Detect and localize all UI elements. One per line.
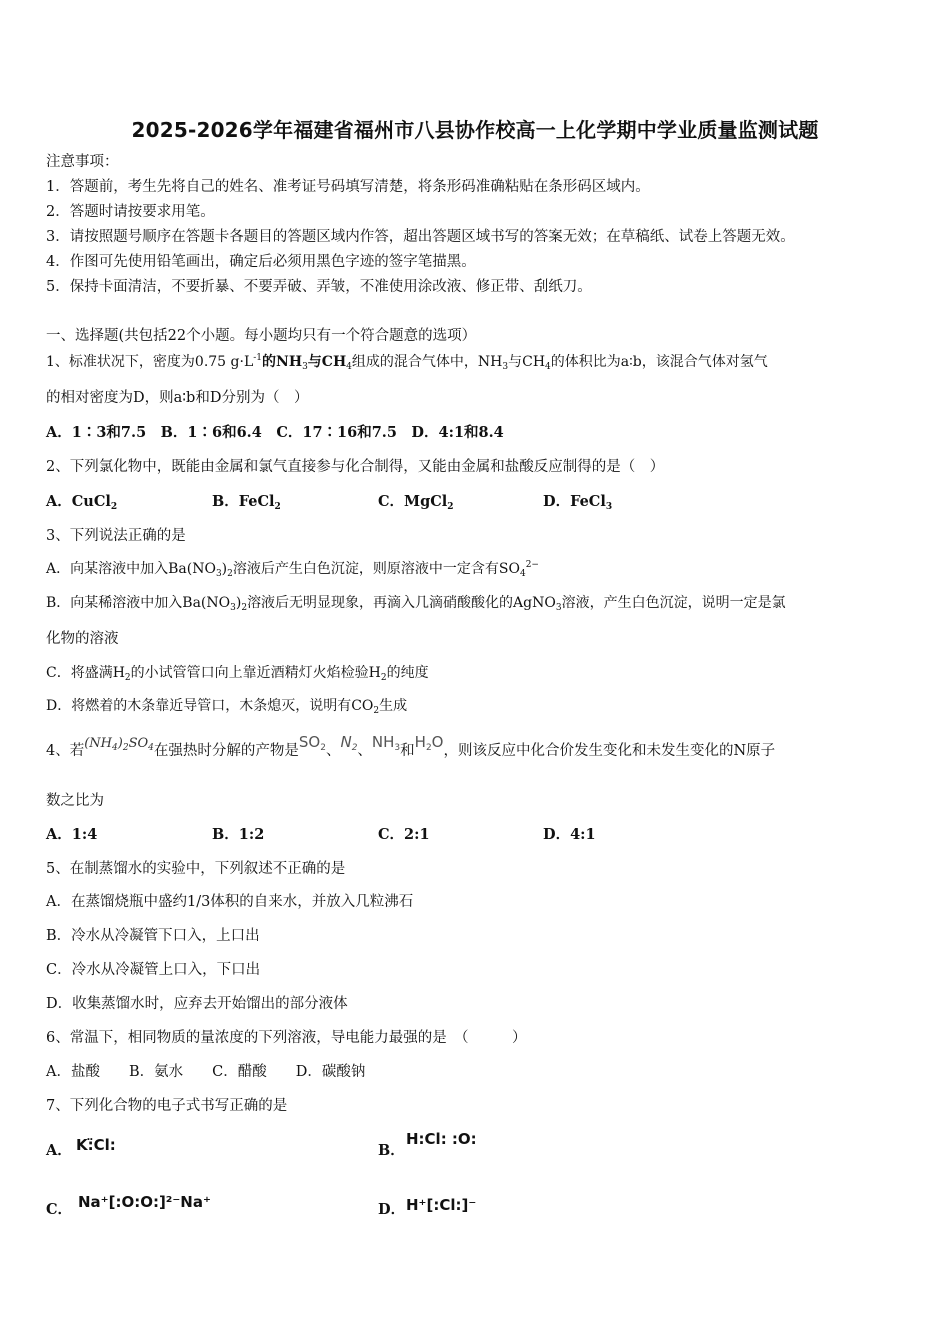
electron-formula-kcl: K:̈Cl: <box>76 1136 116 1154</box>
question-7-option-b: B． <box>378 1142 405 1159</box>
question-4-option-c: C．2:1 <box>378 826 430 843</box>
question-3-stem: 3、下列说法正确的是 <box>46 528 186 544</box>
question-1-stem-cont: 的相对密度为D，则a∶b和D分别为（ ） <box>46 390 309 406</box>
question-4-stem-cont: 数之比为 <box>46 793 104 809</box>
question-7-option-c: C． <box>46 1201 73 1218</box>
question-4-option-b: B．1:2 <box>212 826 265 843</box>
electron-formula-hcl: H⁺[:Cl:]⁻ <box>406 1196 477 1214</box>
question-2-option-a: A．CuCl$_2$ <box>46 493 118 512</box>
question-1-stem: 1、标准状况下，密度为0.75 $g\cdot L^{-1}$的$NH_3$与$CH_4$组成的混合气体中，$NH_3$与$CH_4$的体积比为a∶b，该混合气体对氢气 <box>46 353 768 372</box>
note-item: 5．保持卡面清洁，不要折暴、不要弄破、弄皱，不准使用涂改液、修正带、刮纸刀。 <box>46 279 592 295</box>
question-5-option-d: D．收集蒸馏水时，应弃去开始馏出的部分液体 <box>46 996 348 1012</box>
product-nh3: $NH_3$ <box>371 733 401 753</box>
question-4-option-d: D．4:1 <box>543 826 596 843</box>
question-3-option-b-cont: 化物的溶液 <box>46 631 119 647</box>
product-so2: $SO_2$ <box>298 733 326 753</box>
question-7-option-d: D． <box>378 1201 406 1218</box>
question-5-stem: 5、在制蒸馏水的实验中，下列叙述不正确的是 <box>46 861 346 877</box>
question-5-option-b: B．冷水从冷凝管下口入，上口出 <box>46 928 260 944</box>
product-n2: $N_2$ <box>340 733 358 753</box>
question-7-stem: 7、下列化合物的电子式书写正确的是 <box>46 1098 288 1114</box>
ammonium-sulfate-formula: $(NH_4)_2SO_4$ <box>84 736 154 753</box>
product-h2o: $H_2O$ <box>414 733 444 753</box>
electron-formula-na2o2: Na⁺[:O:O:]²⁻Na⁺ <box>78 1193 211 1211</box>
page-title: 2025-2026学年福建省福州市八县协作校高一上化学期中学业质量监测试题 <box>131 118 819 142</box>
question-3-option-b: B．向某稀溶液中加入$Ba(NO_3)_2$溶液后无明显现象，再滴入几滴硝酸酸化的AgNO$_3$溶液，产生白色沉淀，说明一定是氯 <box>46 595 786 613</box>
section-heading: 一、选择题(共包括22个小题。每小题均只有一个符合题意的选项） <box>46 328 477 344</box>
question-6-options: A．盐酸 B．氨水 C．醋酸 D．碳酸钠 <box>46 1064 366 1080</box>
note-item: 1．答题前，考生先将自己的姓名、准考证号码填写清楚，将条形码准确粘贴在条形码区域内。 <box>46 179 650 195</box>
question-2-stem: 2、下列氯化物中，既能由金属和氯气直接参与化合制得，又能由金属和盐酸反应制得的是（ ） <box>46 459 665 475</box>
question-4-stem: 4、若$(NH_4)_2SO_4$在强热时分解的产物是$SO_2$、$N_2$、$NH_3$和$H_2O$，则该反应中化合价发生变化和未发生变化的N原子 <box>46 733 776 759</box>
question-3-option-a: A．向某溶液中加入$Ba(NO_3)_2$溶液后产生白色沉淀，则原溶液中一定含有$SO_4^{2-}$ <box>46 560 539 579</box>
question-2-option-b: B．FeCl$_2$ <box>212 493 281 512</box>
question-5-option-a: A．在蒸馏烧瓶中盛约1/3体积的自来水，并放入几粒沸石 <box>46 894 414 910</box>
note-item: 4．作图可先使用铅笔画出，确定后必须用黑色字迹的签字笔描黑。 <box>46 254 476 270</box>
note-item: 3．请按照题号顺序在答题卡各题目的答题区域内作答，超出答题区域书写的答案无效；在草稿纸、试卷上答题无效。 <box>46 229 795 245</box>
question-1-options: A．1∶3和7.5 B．1∶6和6.4 C．17∶16和7.5 D．4:1和8.4 <box>46 424 504 441</box>
question-2-option-c: C．MgCl$_2$ <box>378 493 454 512</box>
question-5-option-c: C．冷水从冷凝管上口入，下口出 <box>46 962 261 978</box>
question-7-option-a: A． <box>46 1142 72 1159</box>
note-item: 2．答题时请按要求用笔。 <box>46 204 215 220</box>
electron-formula-hclo: H:Cl: :O: <box>406 1130 477 1148</box>
notes-heading: 注意事项： <box>46 154 119 170</box>
question-2-option-d: D．FeCl$_3$ <box>543 493 613 512</box>
question-3-option-c: C．将盛满$H_2$的小试管管口向上靠近酒精灯火焰检验$H_2$的纯度 <box>46 665 429 683</box>
question-4-option-a: A．1:4 <box>46 826 98 843</box>
question-3-option-d: D．将燃着的木条靠近导管口，木条熄灭，说明有$CO_2$生成 <box>46 698 408 716</box>
question-6-stem: 6、常温下，相同物质的量浓度的下列溶液，导电能力最强的是 （ ） <box>46 1030 527 1046</box>
